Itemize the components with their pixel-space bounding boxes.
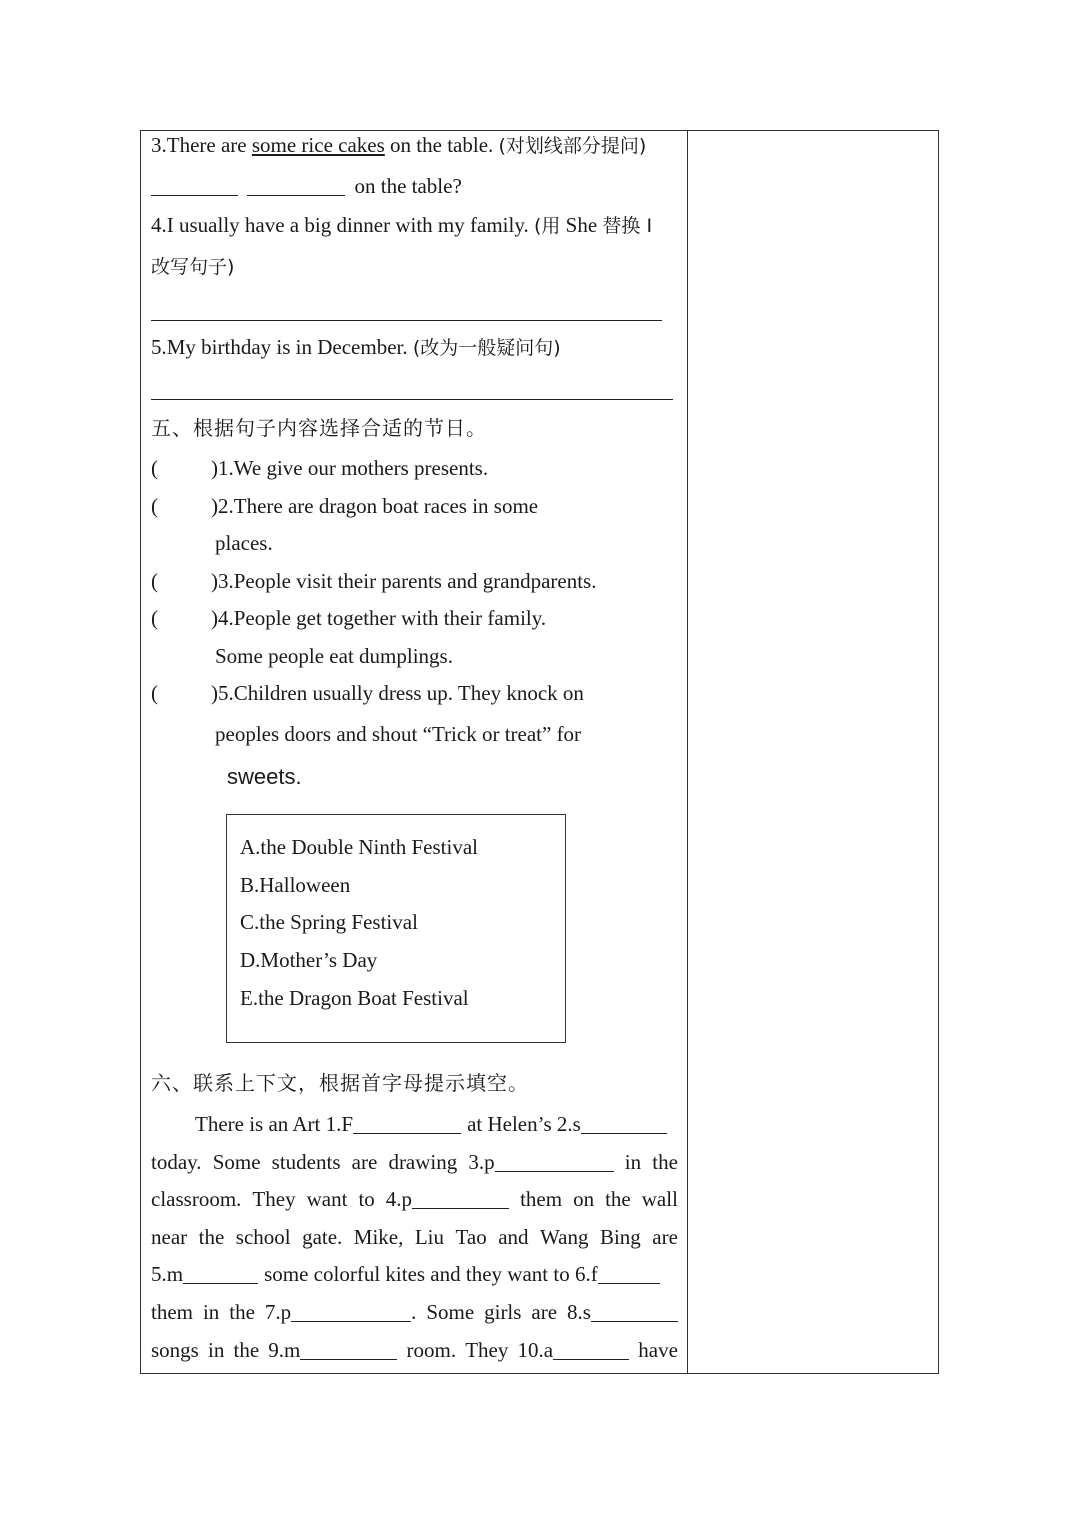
answer-blank[interactable] (247, 174, 345, 196)
fill-blank[interactable] (183, 1262, 258, 1284)
passage-line-4: near the school gate. Mike, Liu Tao and Wang Bing are (151, 1225, 678, 1249)
passage-line-6: them in the 7.p . Some girls are 8.s (151, 1300, 678, 1325)
section5-item-3: )3.People visit their parents and grandparents. (211, 569, 597, 593)
option-c: C.the Spring Festival (240, 910, 418, 934)
passage-line-7: songs in the 9.m room. They 10.a have (151, 1338, 678, 1362)
passage-line-3: classroom. They want to 4.p them on the wall (151, 1187, 678, 1211)
fill-blank[interactable] (353, 1112, 461, 1134)
section5-item-2-cont: places. (215, 531, 273, 555)
q4-line: 4.I usually have a big dinner with my family. (用 She 替换 I (151, 213, 653, 237)
answer-bracket[interactable]: ( (151, 456, 158, 480)
fill-blank[interactable] (300, 1338, 397, 1360)
passage-line-1: There is an Art 1.F at Helen’s 2.s (195, 1112, 667, 1137)
answer-bracket[interactable]: ( (151, 606, 158, 630)
q3-answer-line: on the table? (151, 174, 462, 199)
answer-blank[interactable] (151, 174, 238, 196)
column-divider (687, 130, 688, 1374)
fill-blank[interactable] (553, 1338, 629, 1360)
passage-line-2: today. Some students are drawing 3.p in the (151, 1150, 678, 1174)
section6-title: 六、联系上下文，根据首字母提示填空。 (151, 1071, 529, 1095)
answer-bracket[interactable]: ( (151, 681, 158, 705)
fill-blank[interactable] (291, 1300, 411, 1322)
q5-line: 5.My birthday is in December. (改为一般疑问句) (151, 335, 561, 359)
option-d: D.Mother’s Day (240, 948, 378, 972)
section5-item-4: )4.People get together with their family. (211, 606, 547, 630)
section5-item-5: )5.Children usually dress up. They knock on (211, 681, 584, 705)
q4-answer-line[interactable] (151, 320, 662, 321)
underlined-phrase: some rice cakes (251, 133, 385, 157)
answer-bracket[interactable]: ( (151, 494, 158, 518)
option-e: E.the Dragon Boat Festival (240, 986, 469, 1010)
option-a: A.the Double Ninth Festival (240, 835, 478, 859)
section5-item-4-cont: Some people eat dumplings. (215, 644, 453, 668)
section5-item-5-cont2: sweets. (227, 764, 302, 789)
answer-bracket[interactable]: ( (151, 569, 158, 593)
fill-blank[interactable] (581, 1112, 667, 1134)
fill-blank[interactable] (412, 1187, 509, 1209)
q4-instruction-cont: 改写句子) (151, 256, 235, 278)
section5-item-2: )2.There are dragon boat races in some (211, 494, 539, 518)
option-b: B.Halloween (240, 873, 351, 897)
fill-blank[interactable] (598, 1262, 660, 1284)
fill-blank[interactable] (591, 1300, 678, 1322)
section5-title: 五、根据句子内容选择合适的节日。 (151, 416, 487, 440)
section5-item-1: )1.We give our mothers presents. (211, 456, 489, 480)
section5-item-5-cont: peoples doors and shout “Trick or treat” for (215, 722, 582, 746)
passage-line-5: 5.m some colorful kites and they want to 6.f (151, 1262, 660, 1287)
q3-line: 3.There are some rice cakes on the table. (对划线部分提问) (151, 133, 647, 157)
fill-blank[interactable] (495, 1150, 614, 1172)
q5-answer-line[interactable] (151, 399, 673, 400)
